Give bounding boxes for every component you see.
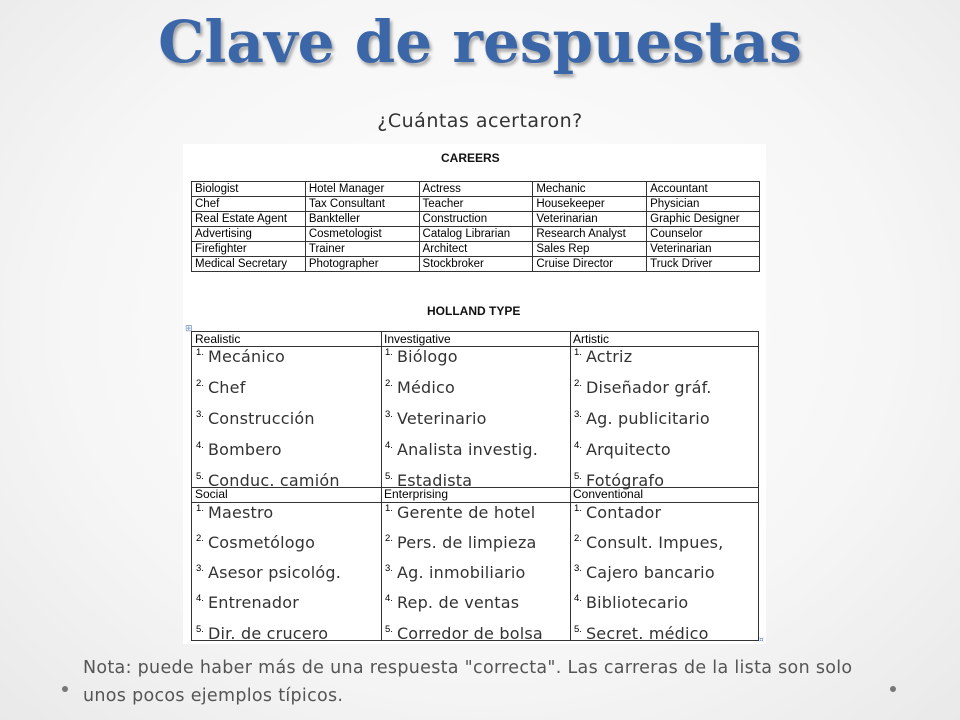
holland-answer: [196, 347, 285, 366]
answer-number: 2.: [574, 533, 582, 544]
answer-text: Diseñador gráf.: [585, 378, 712, 397]
holland-answer: [574, 533, 723, 552]
table-row: [192, 182, 760, 197]
column-divider: [381, 332, 382, 640]
answer-number: 4.: [574, 440, 582, 451]
career-cell: Bankteller: [305, 212, 419, 227]
answer-text: Gerente de hotel: [396, 503, 536, 522]
career-cell: Teacher: [419, 197, 533, 212]
holland-answer: [574, 378, 712, 397]
answer-text: Secret. médico: [585, 624, 709, 643]
answer-number: 2.: [196, 533, 204, 544]
answer-text: Cajero bancario: [585, 563, 715, 582]
holland-header-conventional: Conventional: [573, 487, 644, 501]
holland-header-investigative: Investigative: [384, 332, 451, 346]
career-cell: Real Estate Agent: [192, 212, 306, 227]
answer-text: Ag. publicitario: [585, 409, 710, 428]
answer-text: Maestro: [207, 503, 274, 522]
holland-answer: [385, 503, 535, 522]
holland-title: HOLLAND TYPE: [427, 304, 521, 318]
answer-text: Analista investig.: [396, 440, 539, 459]
career-cell: Stockbroker: [419, 257, 533, 272]
slide-title: Clave de respuestas: [158, 8, 802, 76]
holland-answer: [196, 409, 315, 428]
career-cell: Biologist: [192, 182, 306, 197]
answer-number: 1.: [196, 503, 204, 514]
answer-text: Construcción: [207, 409, 315, 428]
holland-answer: [574, 409, 710, 428]
answer-number: 1.: [574, 503, 582, 514]
career-cell: Research Analyst: [533, 227, 647, 242]
table-row: [192, 212, 760, 227]
answer-text: Médico: [396, 378, 455, 397]
answer-text: Corredor de bolsa: [396, 624, 543, 643]
answer-text: Mecánico: [207, 347, 285, 366]
holland-answer: [196, 593, 299, 612]
career-cell: Hotel Manager: [305, 182, 419, 197]
bullet-icon: [890, 686, 896, 692]
answer-number: 4.: [196, 440, 204, 451]
holland-answer: [196, 440, 282, 459]
answer-text: Dir. de crucero: [207, 624, 329, 643]
career-cell: Graphic Designer: [647, 212, 760, 227]
career-cell: Advertising: [192, 227, 306, 242]
holland-answer: [196, 378, 246, 397]
answer-text: Consult. Impues,: [585, 533, 724, 552]
table-row: [192, 197, 760, 212]
answer-number: 4.: [385, 440, 393, 451]
answer-number: 4.: [574, 593, 582, 604]
holland-answer: [385, 378, 455, 397]
careers-table: [191, 181, 760, 272]
career-cell: Veterinarian: [533, 212, 647, 227]
holland-answer: [385, 440, 538, 459]
answer-number: 3.: [574, 409, 582, 420]
career-cell: Tax Consultant: [305, 197, 419, 212]
answer-number: 2.: [385, 533, 393, 544]
holland-answer: [385, 624, 543, 643]
careers-title: CAREERS: [441, 151, 500, 165]
table-row: [192, 227, 760, 242]
answer-number: 3.: [196, 409, 204, 420]
answer-number: 2.: [574, 378, 582, 389]
answer-number: 4.: [385, 593, 393, 604]
answer-text: Bibliotecario: [585, 593, 689, 612]
holland-answer: [574, 563, 715, 582]
answer-text: Contador: [585, 503, 662, 522]
career-cell: Accountant: [647, 182, 760, 197]
holland-header-artistic: Artistic: [573, 332, 609, 346]
career-cell: Physician: [647, 197, 760, 212]
holland-answer: [196, 503, 273, 522]
career-cell: Cruise Director: [533, 257, 647, 272]
career-cell: Veterinarian: [647, 242, 760, 257]
answer-text: Cosmetólogo: [207, 533, 316, 552]
answer-text: Veterinario: [396, 409, 487, 428]
holland-answer: [574, 624, 709, 643]
holland-answer: [574, 440, 671, 459]
holland-answer: [385, 563, 525, 582]
slide-note: Nota: puede haber más de una respuesta "correcta". Las carreras de la lista son solo unos pocos ejemplos típicos.: [83, 658, 853, 706]
answer-number: 5.: [196, 624, 204, 635]
answer-number: 1.: [196, 347, 204, 358]
career-cell: Housekeeper: [533, 197, 647, 212]
table-row: [192, 242, 760, 257]
answer-number: 1.: [385, 503, 393, 514]
holland-header-enterprising: Enterprising: [384, 487, 449, 501]
answer-number: 5.: [196, 471, 204, 482]
answer-number: 3.: [574, 563, 582, 574]
answer-number: 3.: [385, 409, 393, 420]
career-cell: Firefighter: [192, 242, 306, 257]
answer-text: Pers. de limpieza: [396, 533, 537, 552]
career-cell: Medical Secretary: [192, 257, 306, 272]
career-cell: Photographer: [305, 257, 419, 272]
table-anchor-icon: ⊞: [185, 324, 193, 334]
holland-header-social: Social: [195, 487, 228, 501]
holland-answer: [385, 593, 519, 612]
slide-subtitle: ¿Cuántas acertaron?: [377, 110, 583, 132]
answer-text: Estadista: [396, 471, 473, 490]
answer-text: Bombero: [207, 440, 282, 459]
holland-answer: [385, 409, 487, 428]
column-divider: [570, 332, 571, 640]
answer-number: 5.: [574, 624, 582, 635]
career-cell: Actress: [419, 182, 533, 197]
holland-answer: [196, 533, 315, 552]
career-cell: Cosmetologist: [305, 227, 419, 242]
worksheet-image: [183, 144, 766, 644]
answer-number: 2.: [196, 378, 204, 389]
answer-text: Chef: [207, 378, 246, 397]
table-row: [192, 257, 760, 272]
holland-header-realistic: Realistic: [195, 332, 241, 346]
answer-text: Entrenador: [207, 593, 299, 612]
holland-answer: [196, 563, 341, 582]
answer-number: 1.: [385, 347, 393, 358]
holland-answer: [385, 533, 537, 552]
answer-text: Asesor psicológ.: [207, 563, 342, 582]
holland-answer: [385, 347, 458, 366]
answer-number: 4.: [196, 593, 204, 604]
career-cell: Sales Rep: [533, 242, 647, 257]
answer-text: Arquitecto: [585, 440, 671, 459]
holland-answer: [574, 593, 688, 612]
career-cell: Counselor: [647, 227, 760, 242]
answer-text: Conduc. camión: [207, 471, 340, 490]
holland-answer: [196, 624, 328, 643]
career-cell: Chef: [192, 197, 306, 212]
end-mark-icon: ¤: [758, 635, 764, 644]
answer-text: Actriz: [585, 347, 633, 366]
answer-text: Fotógrafo: [585, 471, 665, 490]
career-cell: Trainer: [305, 242, 419, 257]
career-cell: Catalog Librarian: [419, 227, 533, 242]
holland-answer: [574, 503, 661, 522]
answer-number: 5.: [385, 624, 393, 635]
answer-text: Ag. inmobiliario: [396, 563, 526, 582]
career-cell: Truck Driver: [647, 257, 760, 272]
answer-number: 3.: [196, 563, 204, 574]
answer-text: Biólogo: [396, 347, 458, 366]
answer-number: 5.: [385, 471, 393, 482]
bullet-icon: [62, 686, 68, 692]
career-cell: Construction: [419, 212, 533, 227]
career-cell: Mechanic: [533, 182, 647, 197]
answer-number: 1.: [574, 347, 582, 358]
career-cell: Architect: [419, 242, 533, 257]
answer-number: 2.: [385, 378, 393, 389]
answer-text: Rep. de ventas: [396, 593, 520, 612]
answer-number: 5.: [574, 471, 582, 482]
answer-number: 3.: [385, 563, 393, 574]
holland-table: [191, 331, 759, 641]
holland-answer: [574, 347, 632, 366]
